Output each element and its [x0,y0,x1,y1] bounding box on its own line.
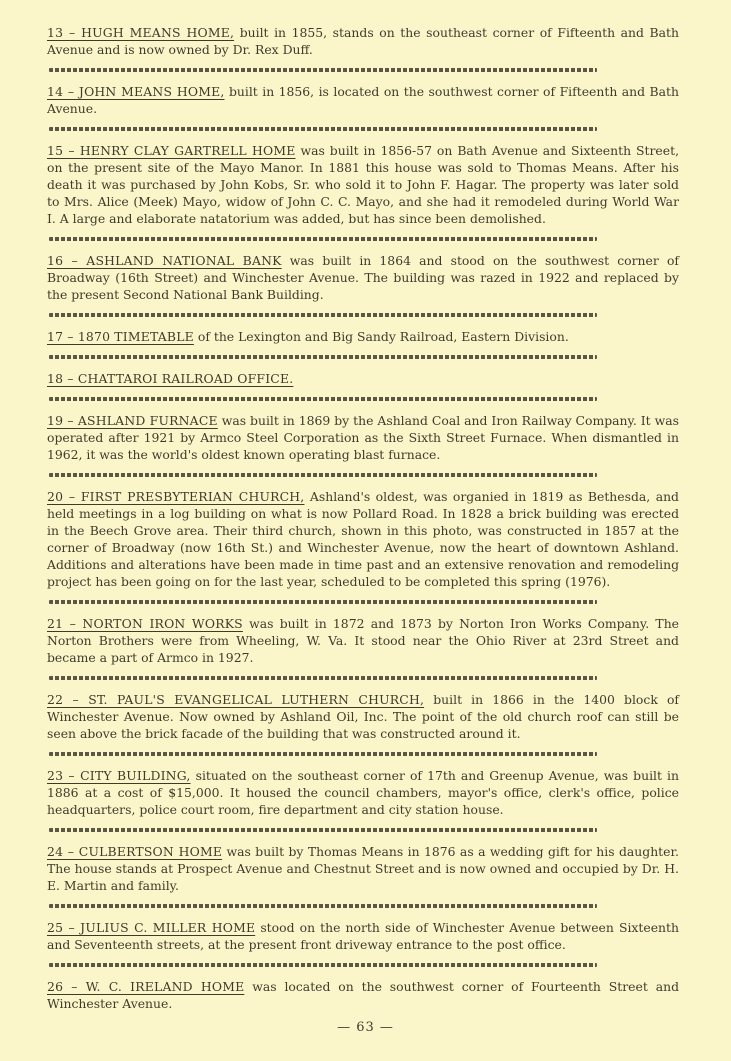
entry-text: was built by Thomas Means in 1876 as a wedding gift for his daughter. The house stands at Prospect Avenue and Chestnut Street and is now owned and occupied by Dr. H. E. Martin and family. [47,844,679,893]
entry-19 [47,412,679,463]
entry-text: was located on the southwest corner of Fourteenth Street and Winchester Avenue. [47,979,679,1011]
separator [49,963,597,967]
entry-text: of the Lexington and Big Sandy Railroad, Eastern Division. [193,329,569,344]
entry-26 [47,978,679,1012]
separator [49,904,597,908]
entry-heading: 18 – CHATTAROI RAILROAD OFFICE. [47,371,294,386]
separator [49,127,597,131]
entry-21 [47,615,679,666]
separator [49,355,597,359]
separator [49,237,597,241]
entry-text: stood on the north side of Winchester Avenue between Sixteenth and Seventeenth streets, at the present front driveway entrance to the post office. [47,920,679,952]
entry-text: built in 1856, is located on the southwest corner of Fifteenth and Bath Avenue. [47,84,679,116]
entry-text: was built in 1869 by the Ashland Coal and Iron Railway Company. It was operated after 1921 by Armco Steel Corporation as the Sixth Street Furnace. When dismantled in 1962, it was the world's oldest known operating blast furnace. [47,413,679,462]
separator [49,397,597,401]
entry-25 [47,919,679,953]
entry-17 [47,328,679,345]
entry-heading: 14 – JOHN MEANS HOME, [47,84,225,99]
entry-heading: 23 – CITY BUILDING, [47,768,191,783]
entry-23 [47,767,679,818]
entry-text: built in 1866 in the 1400 block of Winchester Avenue. Now owned by Ashland Oil, Inc. The point of the old church roof can still be seen above the brick facade of the building that was constructed around it. [47,692,680,741]
entry-heading: 25 – JULIUS C. MILLER HOME [47,920,256,935]
entry-13 [47,24,679,58]
entry-heading: 15 – HENRY CLAY GARTRELL HOME [47,143,296,158]
entry-text: was built in 1872 and 1873 by Norton Iron Works Company. The Norton Brothers were from Wheeling, W. Va. It stood near the Ohio River at 23rd Street and became a part of Armco in 1927. [47,616,680,665]
entry-22 [47,691,679,742]
entry-heading: 21 – NORTON IRON WORKS [47,616,243,631]
separator [49,473,597,477]
entry-text: was built in 1864 and stood on the southwest corner of Broadway (16th Street) and Winchester Avenue. The building was razed in 1922 and replaced by the present Second National Bank Building. [47,253,680,302]
entry-text: built in 1855, stands on the southeast corner of Fifteenth and Bath Avenue and is now owned by Dr. Rex Duff. [47,25,680,57]
entry-14 [47,83,679,117]
page-number: — 63 — [337,1020,394,1035]
entry-heading: 13 – HUGH MEANS HOME, [47,25,235,40]
separator [49,600,597,604]
entry-heading: 20 – FIRST PRESBYTERIAN CHURCH, [47,489,305,504]
separator [49,828,597,832]
separator [49,313,597,317]
entry-20 [47,488,679,590]
entry-heading: 26 – W. C. IRELAND HOME [47,979,245,994]
entry-text: Ashland's oldest, was organied in 1819 as Bethesda, and held meetings in a log building on what is now Pollard Road. In 1828 a brick building was erected in the Beech Grove area. Their third church, shown in this photo, was constructed in 1857 at the corner of Broadway (now 16th St.) and Winchester Avenue, now the heart of downtown Ashland. Additions and alterations have been made in time past and an extensive renovation and remodeling project has been going on for the last year, scheduled to be completed this spring (1976). [47,489,679,589]
entry-18 [47,370,679,387]
entry-16 [47,252,679,303]
entry-text: situated on the southeast corner of 17th and Greenup Avenue, was built in 1886 at a cost of $15,000. It housed the council chambers, mayor's office, clerk's office, police headquarters, police court room, fire department and city station house. [47,768,679,817]
entry-heading: 17 – 1870 TIMETABLE [47,329,194,344]
entry-heading: 16 – ASHLAND NATIONAL BANK [47,253,282,268]
entry-heading: 19 – ASHLAND FURNACE [47,413,218,428]
entry-15 [47,142,679,227]
entry-24 [47,843,679,894]
entry-text: was built in 1856-57 on Bath Avenue and Sixteenth Street, on the present site of the Mayo Manor. In 1881 this house was sold to Thomas Means. After his death it was purchased by John Kobs, Sr. who sold it to John F. Hagar. The property was later sold to Mrs. Alice (Meek) Mayo, widow of John C. C. Mayo, and she had it remodeled during World War I. A large and elaborate natatorium was added, but has since been demolished. [47,143,680,226]
separator [49,752,597,756]
entry-list [47,24,679,1012]
separator [49,68,597,72]
entry-heading: 24 – CULBERTSON HOME [47,844,223,859]
entry-heading: 22 – ST. PAUL'S EVANGELICAL LUTHERN CHURCH, [47,692,425,707]
separator [49,676,597,680]
